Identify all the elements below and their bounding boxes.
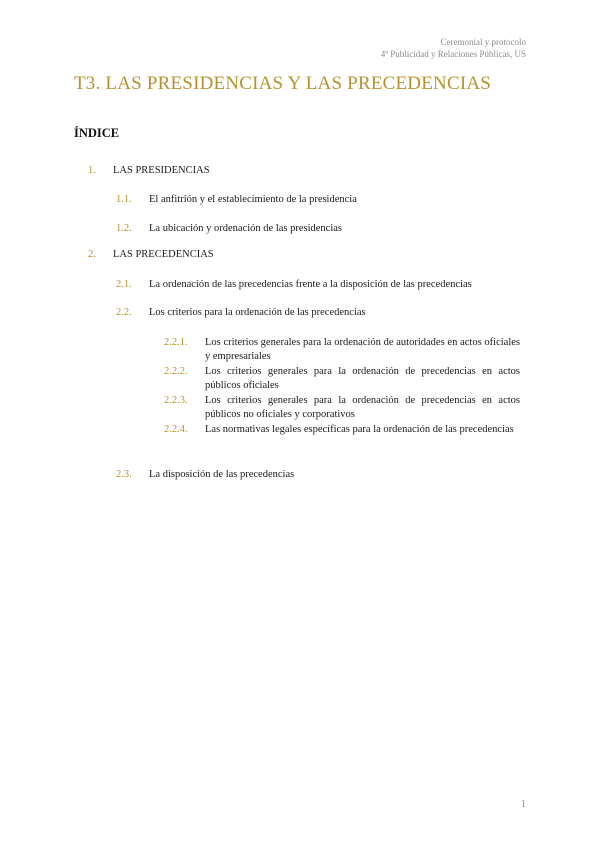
toc-text: La ubicación y ordenación de las presidencias (149, 223, 343, 234)
toc-text: LAS PRECEDENCIAS (113, 249, 214, 260)
toc-number: 2.1. (116, 279, 132, 290)
toc-number: 2.2.4. (164, 424, 188, 435)
page-number: 1 (521, 799, 526, 810)
toc-number: 2.2.3. (164, 395, 188, 406)
page-header (381, 36, 526, 60)
toc-number: 1.1. (116, 194, 132, 205)
toc-entry-2-2-2 (164, 365, 520, 393)
header-degree: 4º Publicidad y Relaciones Públicas, US (380, 49, 526, 59)
toc-text: Las normativas legales específicas para la ordenación de las precedencias (205, 424, 514, 435)
toc-number: 2. (88, 249, 96, 260)
toc-text: El anfitrión y el establecimiento de la presidencia (149, 194, 357, 205)
toc-number: 1.2. (116, 223, 132, 234)
toc-text: Los criterios para la ordenación de las precedencias (149, 307, 366, 318)
toc-entry-2-2-1 (164, 336, 520, 364)
toc-number: 2.2.2. (164, 366, 188, 377)
toc-number: 2.3. (116, 469, 132, 480)
toc-text: La ordenación de las precedencias frente a la disposición de las precedencias (149, 279, 472, 290)
toc-entry-2-2-3 (164, 394, 520, 422)
toc-text: Los criterios generales para la ordenación de autoridades en actos oficiales y empresariales (205, 337, 520, 362)
toc-text: LAS PRESIDENCIAS (113, 165, 210, 176)
toc-text: Los criterios generales para la ordenación de precedencias en actos públicos oficiales (205, 366, 520, 391)
toc-entry-2-2-4 (164, 423, 520, 437)
index-heading: ÍNDICE (74, 126, 120, 140)
toc-number: 2.2. (116, 307, 132, 318)
document-title: T3. LAS PRESIDENCIAS Y LAS PRECEDENCIAS (74, 73, 492, 94)
toc-number: 1. (88, 165, 96, 176)
header-course: Ceremonial y protocolo (440, 37, 526, 47)
toc-text: La disposición de las precedencias (149, 469, 295, 480)
toc-number: 2.2.1. (164, 337, 188, 348)
toc-text: Los criterios generales para la ordenación de precedencias en actos públicos no oficiales y corporativos (205, 395, 520, 420)
